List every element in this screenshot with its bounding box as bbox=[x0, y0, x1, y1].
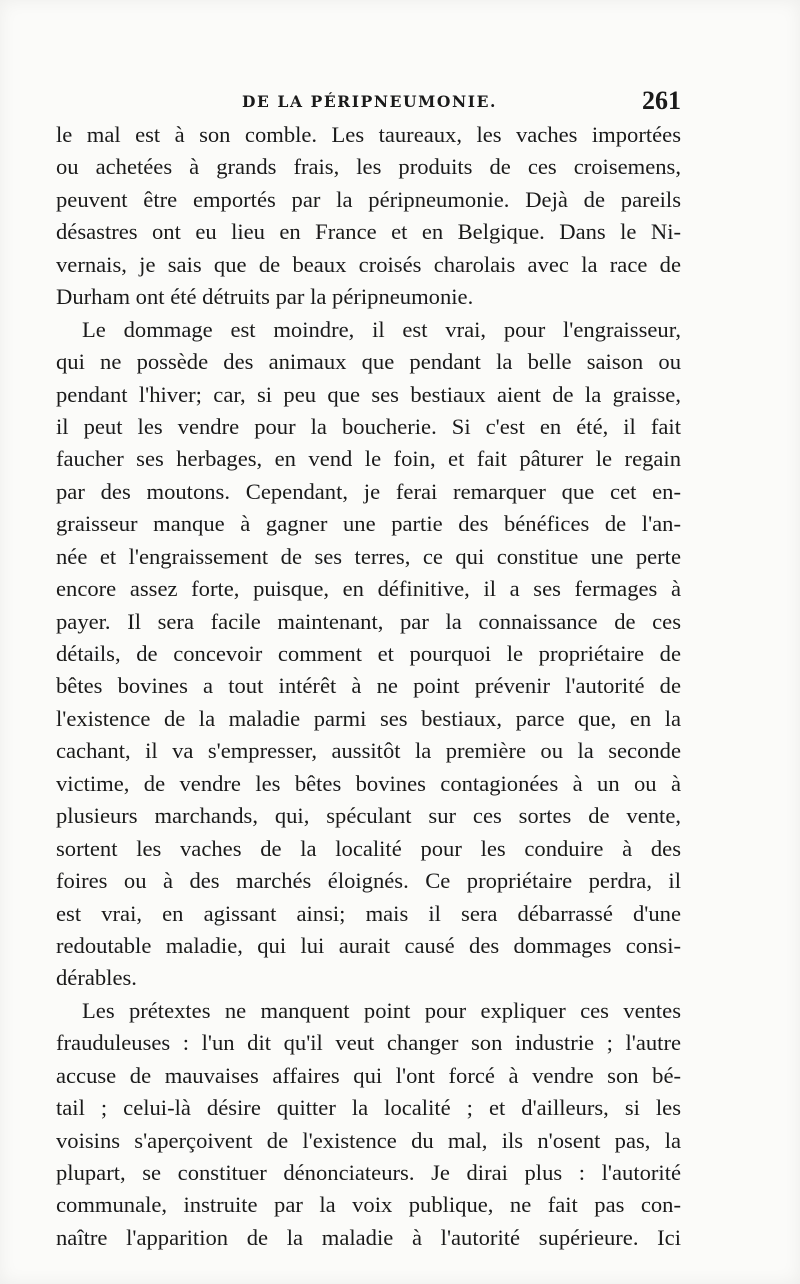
text-line: née et l'engraissement de ses terres, ce qui constitue une perte bbox=[56, 543, 681, 569]
text-line: frauduleuses : l'un dit qu'il veut changer son industrie ; l'autre bbox=[56, 1030, 681, 1056]
text-line: naître l'apparition de la maladie à l'autorité supérieure. Ici bbox=[56, 1224, 681, 1250]
text-line: peuvent être emportés par la péripneumonie. Dejà de pareils bbox=[56, 186, 681, 212]
text-line: redoutable maladie, qui lui aurait causé des dommages consi- bbox=[56, 932, 681, 958]
text-line: graisseur manque à gagner une partie des bénéfices de l'an- bbox=[56, 511, 681, 537]
text-line: bêtes bovines a tout intérêt à ne point prévenir l'autorité de bbox=[56, 673, 681, 699]
running-head bbox=[56, 86, 681, 118]
text-line: victime, de vendre les bêtes bovines contagionées à un ou à bbox=[56, 770, 681, 796]
text-line: l'existence de la maladie parmi ses bestiaux, parce que, en la bbox=[56, 705, 681, 731]
text-line: plupart, se constituer dénonciateurs. Je dirai plus : l'autorité bbox=[56, 1160, 681, 1185]
paragraph-first-line: Le dommage est moindre, il est vrai, pour l'engraisseur, bbox=[82, 316, 681, 342]
text-line: vernais, je sais que de beaux croisés charolais avec la race de bbox=[56, 251, 681, 277]
text-line: tail ; celui-là désire quitter la localité ; et d'ailleurs, si les bbox=[56, 1095, 681, 1121]
text-line: désastres ont eu lieu en France et en Belgique. Dans le Ni- bbox=[56, 219, 681, 245]
text-line: qui ne possède des animaux que pendant la belle saison ou bbox=[56, 349, 681, 375]
page-number: 261 bbox=[642, 86, 681, 115]
text-line: payer. Il sera facile maintenant, par la connaissance de ces bbox=[56, 608, 681, 634]
body-text bbox=[56, 119, 681, 1254]
text-line: voisins s'aperçoivent de l'existence du mal, ils n'osent pas, la bbox=[56, 1127, 681, 1153]
text-line: Durham ont été détruits par la péripneumonie. bbox=[56, 284, 474, 310]
text-line: il peut les vendre pour la boucherie. Si c'est en été, il fait bbox=[56, 413, 681, 439]
running-title: DE LA PÉRIPNEUMONIE. bbox=[242, 92, 498, 111]
text-line: pendant l'hiver; car, si peu que ses bestiaux aient de la graisse, bbox=[56, 381, 681, 407]
text-line: le mal est à son comble. Les taureaux, les vaches importées bbox=[56, 122, 681, 147]
text-line: par des moutons. Cependant, je ferai remarquer que cet en- bbox=[56, 478, 681, 504]
text-line: cachant, il va s'empresser, aussitôt la première ou la seconde bbox=[56, 738, 681, 764]
text-line: accuse de mauvaises affaires qui l'ont forcé à vendre son bé- bbox=[56, 1062, 681, 1088]
text-line: sortent les vaches de la localité pour les conduire à des bbox=[56, 835, 681, 861]
text-line: encore assez forte, puisque, en définitive, il a ses fermages à bbox=[56, 576, 681, 602]
text-line: foires ou à des marchés éloignés. Ce propriétaire perdra, il bbox=[56, 868, 681, 894]
text-line: est vrai, en agissant ainsi; mais il sera débarrassé d'une bbox=[56, 900, 681, 926]
text-line: communale, instruite par la voix publique, ne fait pas con- bbox=[56, 1192, 681, 1218]
text-line: détails, de concevoir comment et pourquoi le propriétaire de bbox=[56, 641, 681, 666]
text-line: ou achetées à grands frais, les produits de ces croisemens, bbox=[56, 154, 681, 180]
paragraph-first-line: Les prétextes ne manquent point pour expliquer ces ventes bbox=[82, 997, 681, 1023]
text-line: dérables. bbox=[56, 965, 137, 991]
text-line: faucher ses herbages, en vend le foin, et fait pâturer le regain bbox=[56, 446, 681, 472]
text-line: plusieurs marchands, qui, spéculant sur ces sortes de vente, bbox=[56, 803, 681, 829]
